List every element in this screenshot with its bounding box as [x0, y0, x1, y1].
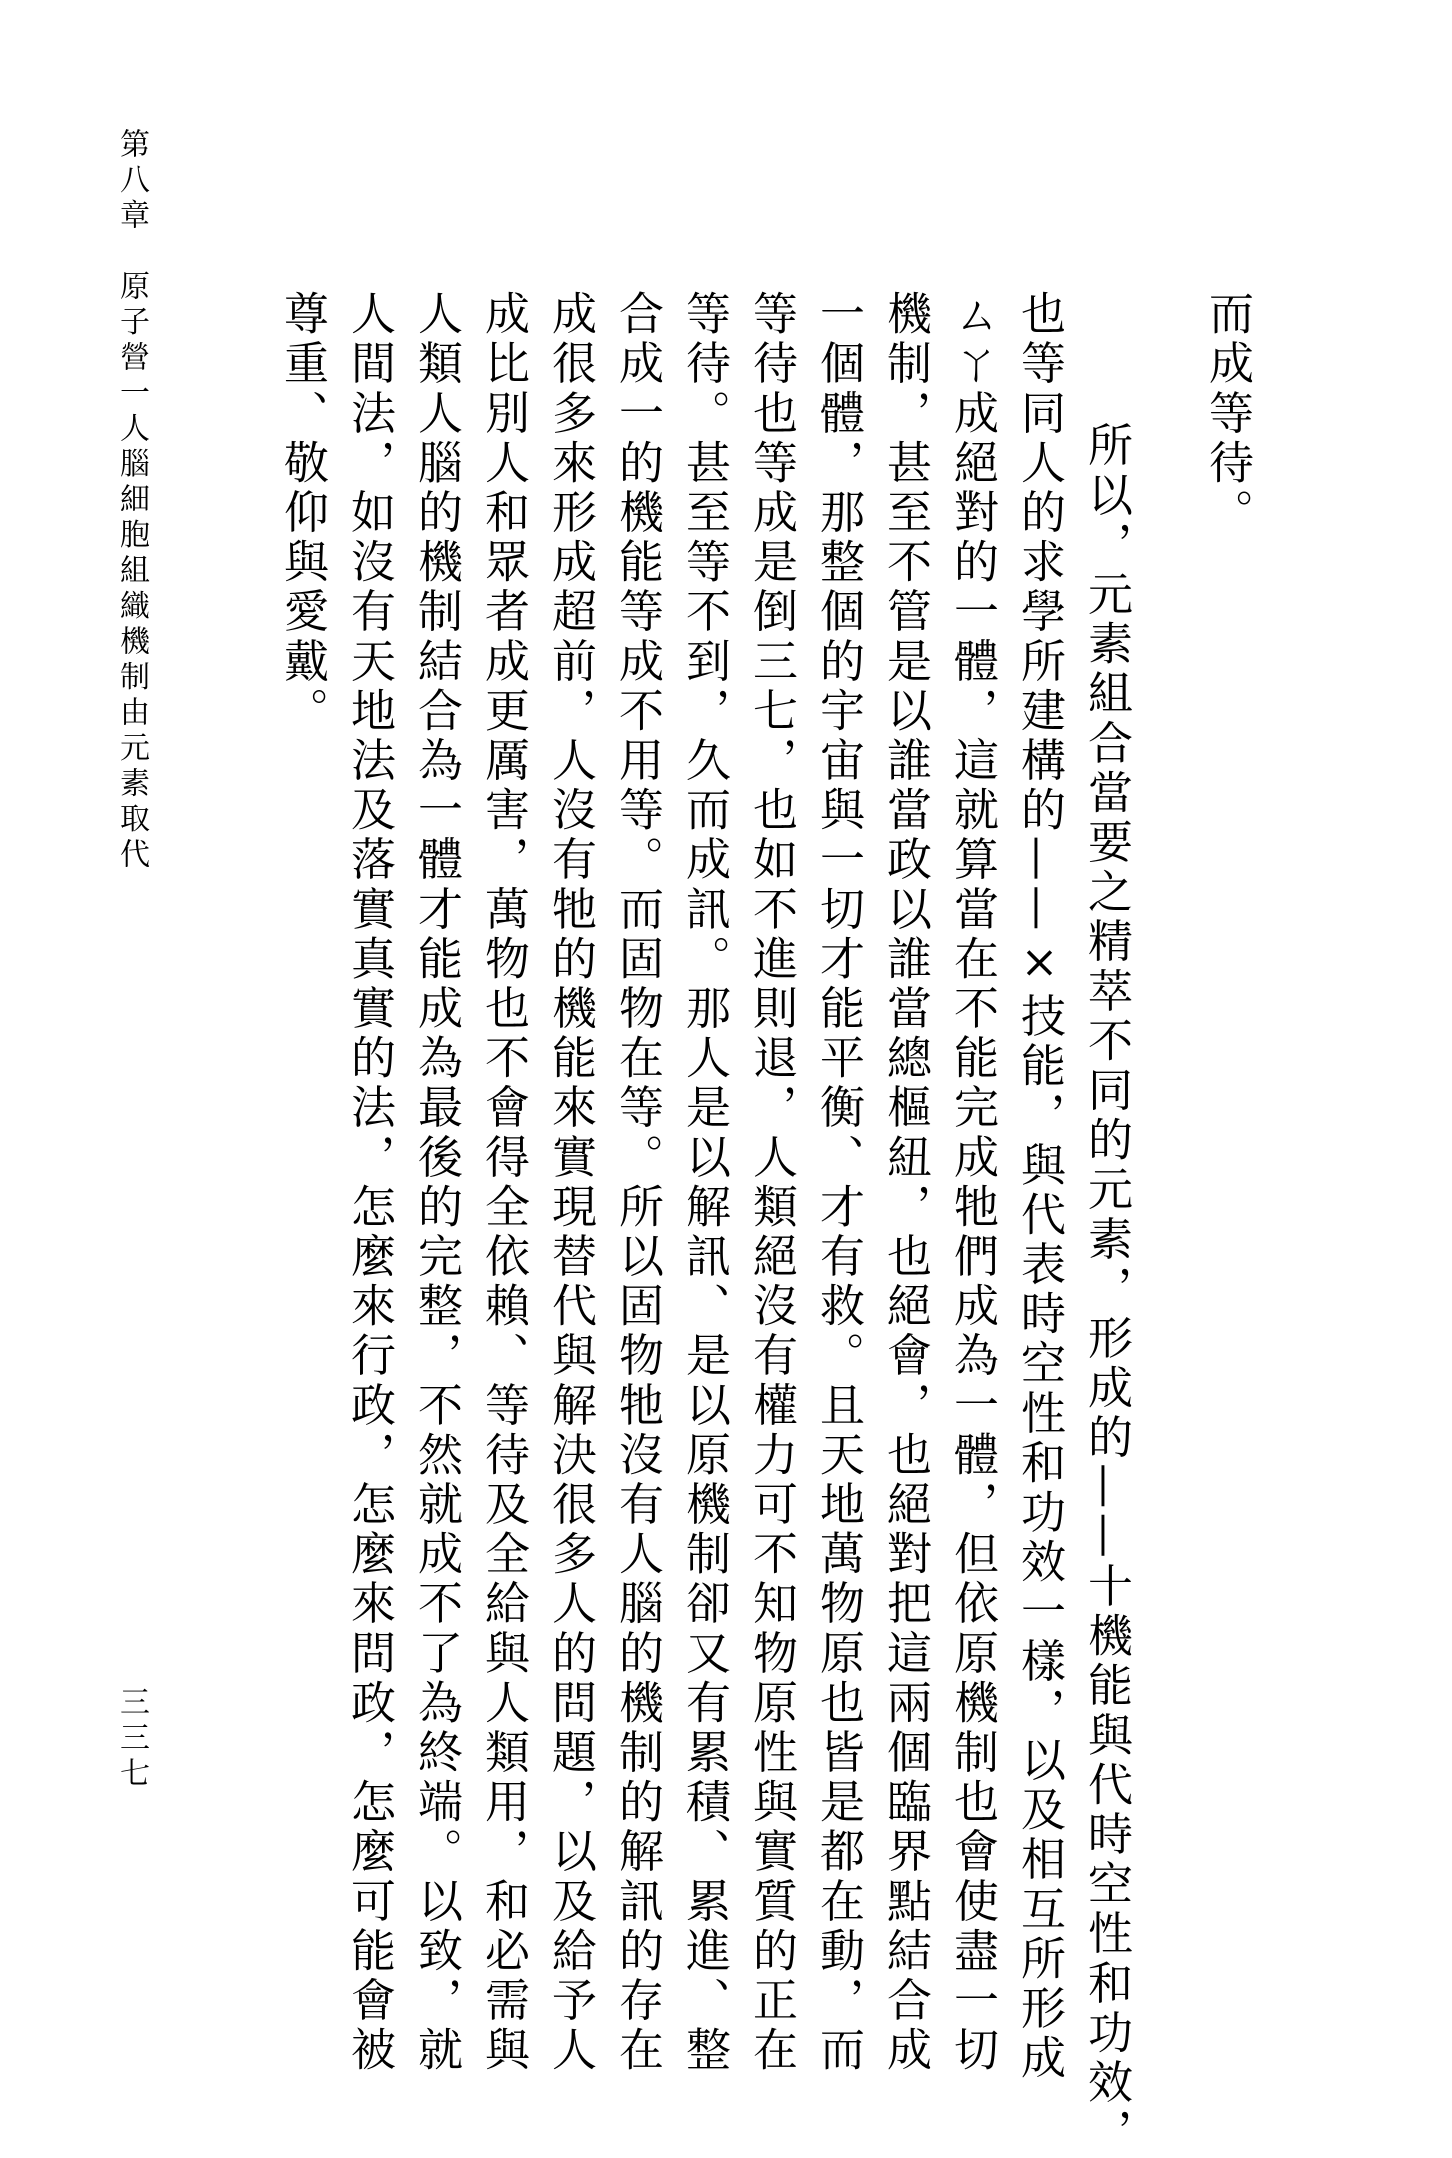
text-column-14: 尊重、敬仰與愛戴。: [276, 290, 329, 737]
text-column-7: 等待也等成是倒三七，也如不進則退，人類絕沒有權力可不知物原性與實質的正在: [745, 290, 798, 2076]
text-column-3: 也等同人的求學所建構的——×技能，與代表時空性和功效一樣，以及相互所形成: [1013, 290, 1066, 2084]
text-column-1: 而成等待。: [1201, 290, 1254, 538]
text-column-8: 等待。甚至等不到，久而成訊。那人是以解訊、是以原機制卻又有累積、累進、整: [678, 290, 731, 2076]
text-column-4: ㄙㄚ成絕對的一體，這就算當在不能完成牠們成為一體，但依原機制也會使盡一切: [946, 290, 999, 2076]
text-column-2: 所以，元素組合當要之精萃不同的元素，形成的——十機能與代時空性和功效，: [1080, 372, 1133, 2158]
text-column-6: 一個體，那整個的宇宙與一切才能平衡、才有救。且天地萬物原也皆是都在動，而: [812, 290, 865, 2076]
text-column-12: 人類人腦的機制結合為一體才能成為最後的完整，不然就成不了為終端。以致，就: [410, 290, 463, 2076]
text-column-5: 機制，甚至不管是以誰當政以誰當總樞紐，也絕會，也絕對把這兩個臨界點結合成: [879, 290, 932, 2076]
page-number: 三三七: [114, 1686, 149, 1793]
text-column-9: 合成一的機能等成不用等。而固物在等。所以固物牠沒有人腦的機制的解訊的存在: [611, 290, 664, 2076]
text-column-13: 人間法，如沒有天地法及落實真實的法，怎麼來行政，怎麼來問政，怎麼可能會被: [343, 290, 396, 2076]
text-column-11: 成比別人和眾者成更厲害，萬物也不會得全依賴、等待及全給與人類用，和必需與: [477, 290, 530, 2076]
running-head: 第八章 原子營一人腦細胞組織機制由元素取代: [114, 128, 149, 874]
text-column-10: 成很多來形成超前，人沒有牠的機能來實現替代與解決很多人的問題，以及給予人: [544, 290, 597, 2076]
